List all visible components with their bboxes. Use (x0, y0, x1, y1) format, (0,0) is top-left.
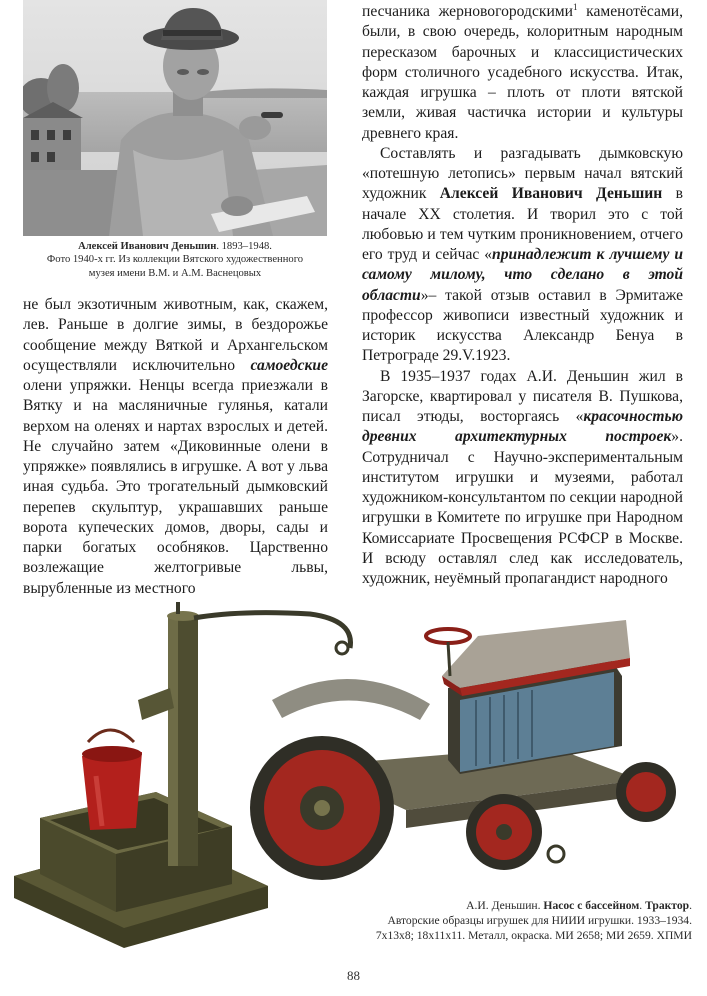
tractor-toy (250, 620, 676, 880)
toys-caption-title-tractor: Трактор (645, 899, 690, 912)
right-p3-text-b: ». Сотрудничал с Научно-экспериментальным институтом игрушки и музеями, работал художником-консультантом по секции народной игрушки в Комитете по игрушке при Народном Комиссариате Просвещения РСФСР в Москве. И всюду оставлял след как исследователь, художник, неуёмный пропагандист народного (362, 428, 683, 587)
toys-caption (300, 898, 692, 943)
right-p1-text-a: песчаника жерновогородскими (362, 3, 574, 20)
footnote-ref: 1 (573, 1, 578, 12)
toys-caption-sep: . (639, 899, 646, 912)
right-paragraph-1 (362, 2, 683, 144)
portrait-caption-years: . 1893–1948. (216, 241, 272, 252)
right-p2-text-c: »– такой отзыв оставил в Эрмитаже профессор живописи известный художник и историк искусства Александр Бенуа в Петрограде 29.V.1923. (362, 286, 683, 365)
toys-caption-line2: Авторские образцы игрушек для НИИИ игрушки. 1933–1934. (387, 914, 692, 927)
portrait-caption-name: Алексей Иванович Деньшин (78, 241, 217, 252)
right-p2-text-a: Составлять и разгадывать дымковскую «потешную летопись» первым начал вятский художник (362, 144, 683, 203)
portrait-caption-line2: Фото 1940-х гг. Из коллекции Вятского художественного (46, 254, 304, 266)
left-paragraph-1 (23, 295, 328, 599)
right-p2-artist-name: Алексей Иванович Деньшин (439, 185, 663, 203)
right-p3-quote: красочностью древних архитектурных построек (362, 408, 683, 446)
right-text-column (362, 2, 683, 589)
portrait-caption-line3: музея имени В.М. и А.М. Васнецовых (88, 267, 262, 279)
left-text-column (23, 295, 328, 599)
portrait-photo-drawing (23, 0, 327, 236)
right-paragraph-3 (362, 367, 683, 590)
right-paragraph-2 (362, 144, 683, 367)
right-p1-text-b: каменотёсами, были, в свою очередь, колоритным народным пересказом барочных и классицистических форм столичного усадебного искусства. Итак, каждая игрушка – плоть от плоти вятской земли, живая частичка истории и культуры древнего края. (362, 3, 683, 142)
toys-caption-title-pump: Насос с бассейном (543, 899, 640, 912)
right-p3-text-a: В 1935–1937 годах А.И. Деньшин жил в Загорске, квартировал у писателя В. Пушкова, писал этюды, восторгаясь « (362, 367, 683, 425)
page-number: 88 (347, 968, 360, 983)
toys-caption-end: . (689, 899, 692, 912)
portrait-photo (23, 0, 327, 236)
right-p2-text-b: в начале XX столетия. И творил это с той любовью и тем чутким проникновением, отчего его труд и сейчас « (362, 185, 683, 263)
right-p2-quote: принадлежит к лучшему и самому милому, что сделано в этой области (362, 246, 683, 304)
toys-caption-author: А.И. Деньшин. (466, 899, 544, 912)
portrait-caption (23, 240, 327, 280)
left-p1-text-b: олени упряжки. Ненцы всегда приезжали в Вятку и на масляничные гулянья, катали верхом на оленях и нартах взрослых и детей. Не случайно затем «Диковинные олени в упряжке» появлялись в игрушке. А вот у льва иная судьба. Это трогательный дымковский перепев скульптур, украшавших раньше ворота купеческих домов, дворы, сады и парки богатых особняков. Царственно возлежащие желтогривые львы, вырубленные из местного (23, 377, 328, 597)
toys-caption-line3: 7x13x8; 18x11x11. Металл, окраска. МИ 2658; МИ 2659. ХПМИ (375, 929, 692, 942)
left-p1-text-a: не был экзотичным животным, как, скажем, лев. Раньше в долгие зимы, в бездорожье сообщение между Вяткой и Архангельском осуществляли исключительно (23, 296, 328, 374)
left-p1-emphasis: самоедские (250, 356, 328, 374)
